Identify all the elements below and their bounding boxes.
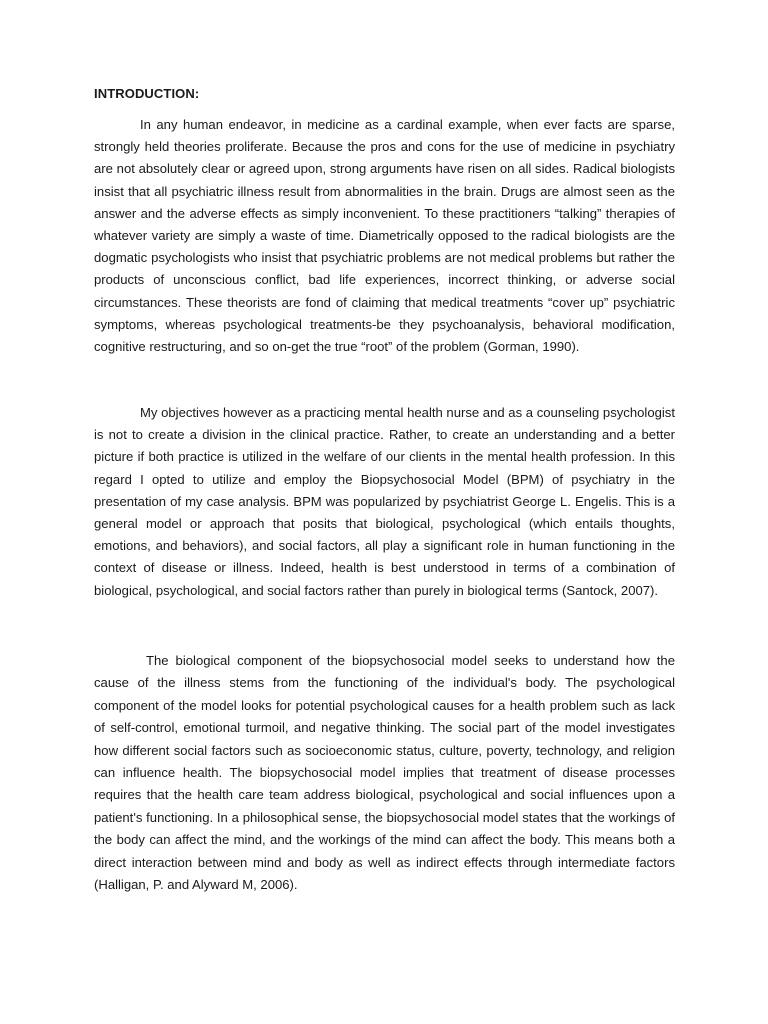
paragraph-3: The biological component of the biopsychosocial model seeks to understand how the cause of the illness stems from the functioning of the individual's body. The psychological component of the model looks for potential psychological causes for a health problem such as lack of self-control, emotional turmoil, and negative thinking. The social part of the model investigates how different social factors such as socioeconomic status, culture, poverty, technology, and religion can influence health. The biopsychosocial model implies that treatment of disease processes requires that the health care team address biological, psychological and social influences upon a patient's functioning. In a philosophical sense, the biopsychosocial model states that the workings of the body can affect the mind, and the workings of the mind can affect the body. This means both a direct interaction between mind and body as well as indirect effects through intermediate factors (Halligan, P. and Alyward M, 2006). [94,653,675,893]
paragraph-2: My objectives however as a practicing mental health nurse and as a counseling psychologist is not to create a division in the clinical practice. Rather, to create an understanding and a better picture if both practice is utilized in the welfare of our clients in the mental health profession. In this regard I opted to utilize and employ the Biopsychosocial Model (BPM) of psychiatry in the presentation of my case analysis. BPM was popularized by psychiatrist George L. Engelis. This is a general model or approach that posits that biological, psychological (which entails thoughts, emotions, and behaviors), and social factors, all play a significant role in human functioning in the context of disease or illness. Indeed, health is best understood in terms of a combination of biological, psychological, and social factors rather than purely in biological terms (Santock, 2007). [94,405,675,598]
section-heading: INTRODUCTION: [94,86,200,101]
paragraph-1: In any human endeavor, in medicine as a cardinal example, when ever facts are sparse, strongly held theories proliferate. Because the pros and cons for the use of medicine in psychiatry are not absolutely clear or agreed upon, strong arguments have risen on all sides. Radical biologists insist that all psychiatric illness result from abnormalities in the brain. Drugs are almost seen as the answer and the adverse effects as simply inconvenient. To these practitioners “talking” therapies of whatever variety are simply a waste of time. Diametrically opposed to the radical biologists are the dogmatic psychologists who insist that psychiatric problems are not medical problems but rather the products of unconscious conflict, bad life experiences, incorrect thinking, or adverse social circumstances. These theorists are fond of claiming that medical treatments “cover up” psychiatric symptoms, whereas psychological treatments-be they psychoanalysis, behavioral modification, cognitive restructuring, and so on-get the true “root” of the problem (Gorman, 1990). [94,117,675,355]
